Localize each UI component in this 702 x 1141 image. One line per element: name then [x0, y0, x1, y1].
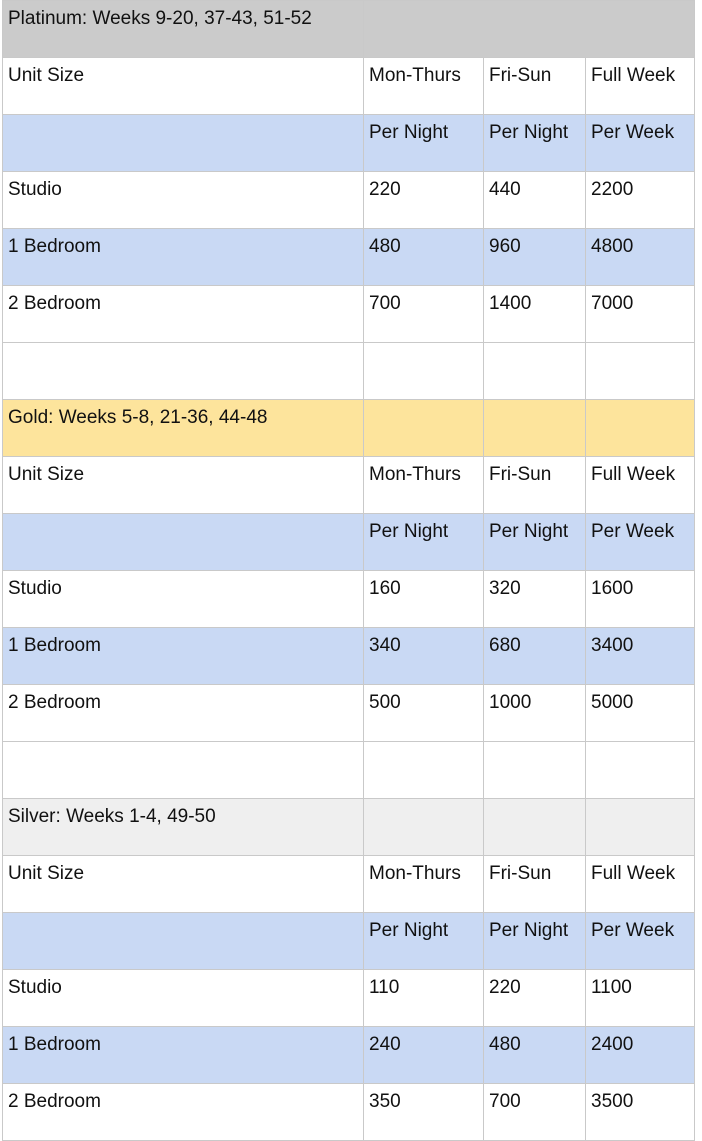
column-header-row	[3, 58, 695, 115]
header-cell: Fri-Sun	[484, 457, 586, 514]
unit-subheader-row	[3, 913, 695, 970]
unit-subheader-row	[3, 514, 695, 571]
unit-size-cell: Studio	[3, 571, 364, 628]
header-cell: Unit Size	[3, 457, 364, 514]
header-cell: Fri-Sun	[484, 856, 586, 913]
subheader-cell	[3, 115, 364, 172]
header-cell: Fri-Sun	[484, 58, 586, 115]
subheader-cell: Per Week	[586, 115, 695, 172]
subheader-cell: Per Night	[484, 514, 586, 571]
unit-size-cell: Studio	[3, 970, 364, 1027]
rate-cell: 1400	[484, 286, 586, 343]
table-row	[3, 286, 695, 343]
table-row	[3, 571, 695, 628]
rate-cell: 350	[364, 1084, 484, 1141]
unit-size-cell: Studio	[3, 172, 364, 229]
unit-size-cell: 1 Bedroom	[3, 229, 364, 286]
rate-cell: 220	[364, 172, 484, 229]
subheader-cell: Per Night	[364, 514, 484, 571]
header-cell: Mon-Thurs	[364, 856, 484, 913]
table-row	[3, 1027, 695, 1084]
unit-size-cell: 2 Bedroom	[3, 685, 364, 742]
subheader-cell: Per Week	[586, 913, 695, 970]
rate-cell: 1100	[586, 970, 695, 1027]
column-header-row	[3, 856, 695, 913]
rate-cell: 160	[364, 571, 484, 628]
rate-cell: 1000	[484, 685, 586, 742]
rate-cell: 960	[484, 229, 586, 286]
header-cell: Full Week	[586, 58, 695, 115]
rate-cell: 680	[484, 628, 586, 685]
rate-cell: 110	[364, 970, 484, 1027]
silver-title-row	[3, 799, 695, 856]
header-cell: Unit Size	[3, 856, 364, 913]
unit-size-cell: 2 Bedroom	[3, 1084, 364, 1141]
unit-size-cell: 2 Bedroom	[3, 286, 364, 343]
header-cell: Full Week	[586, 457, 695, 514]
rate-cell: 220	[484, 970, 586, 1027]
rate-cell: 440	[484, 172, 586, 229]
title-spacer	[364, 1, 695, 58]
rate-cell: 240	[364, 1027, 484, 1084]
subheader-cell: Per Night	[484, 115, 586, 172]
column-header-row	[3, 457, 695, 514]
header-cell: Full Week	[586, 856, 695, 913]
table-row	[3, 970, 695, 1027]
season-title: Silver: Weeks 1-4, 49-50	[3, 799, 364, 856]
rate-cell: 480	[484, 1027, 586, 1084]
subheader-cell: Per Night	[364, 115, 484, 172]
rate-cell: 4800	[586, 229, 695, 286]
table-row	[3, 229, 695, 286]
table-row	[3, 685, 695, 742]
platinum-title-row	[3, 1, 695, 58]
rate-cell: 500	[364, 685, 484, 742]
rate-cell: 3500	[586, 1084, 695, 1141]
rate-cell: 1600	[586, 571, 695, 628]
table-row	[3, 172, 695, 229]
rate-cell: 320	[484, 571, 586, 628]
rate-table	[2, 0, 695, 1141]
header-cell: Mon-Thurs	[364, 457, 484, 514]
table-row	[3, 628, 695, 685]
header-cell: Unit Size	[3, 58, 364, 115]
season-title: Gold: Weeks 5-8, 21-36, 44-48	[3, 400, 364, 457]
rate-cell: 3400	[586, 628, 695, 685]
rate-cell: 5000	[586, 685, 695, 742]
subheader-cell: Per Week	[586, 514, 695, 571]
subheader-cell: Per Night	[364, 913, 484, 970]
subheader-cell	[3, 913, 364, 970]
season-title: Platinum: Weeks 9-20, 37-43, 51-52	[3, 1, 364, 58]
unit-size-cell: 1 Bedroom	[3, 628, 364, 685]
rate-cell: 480	[364, 229, 484, 286]
unit-subheader-row	[3, 115, 695, 172]
gold-title-row	[3, 400, 695, 457]
rate-cell: 700	[364, 286, 484, 343]
rate-cell: 7000	[586, 286, 695, 343]
subheader-cell: Per Night	[484, 913, 586, 970]
rate-cell: 2200	[586, 172, 695, 229]
header-cell: Mon-Thurs	[364, 58, 484, 115]
subheader-cell	[3, 514, 364, 571]
table-row	[3, 1084, 695, 1141]
spacer-row	[3, 742, 695, 799]
rate-cell: 340	[364, 628, 484, 685]
rate-cell: 2400	[586, 1027, 695, 1084]
rate-cell: 700	[484, 1084, 586, 1141]
unit-size-cell: 1 Bedroom	[3, 1027, 364, 1084]
spacer-row	[3, 343, 695, 400]
